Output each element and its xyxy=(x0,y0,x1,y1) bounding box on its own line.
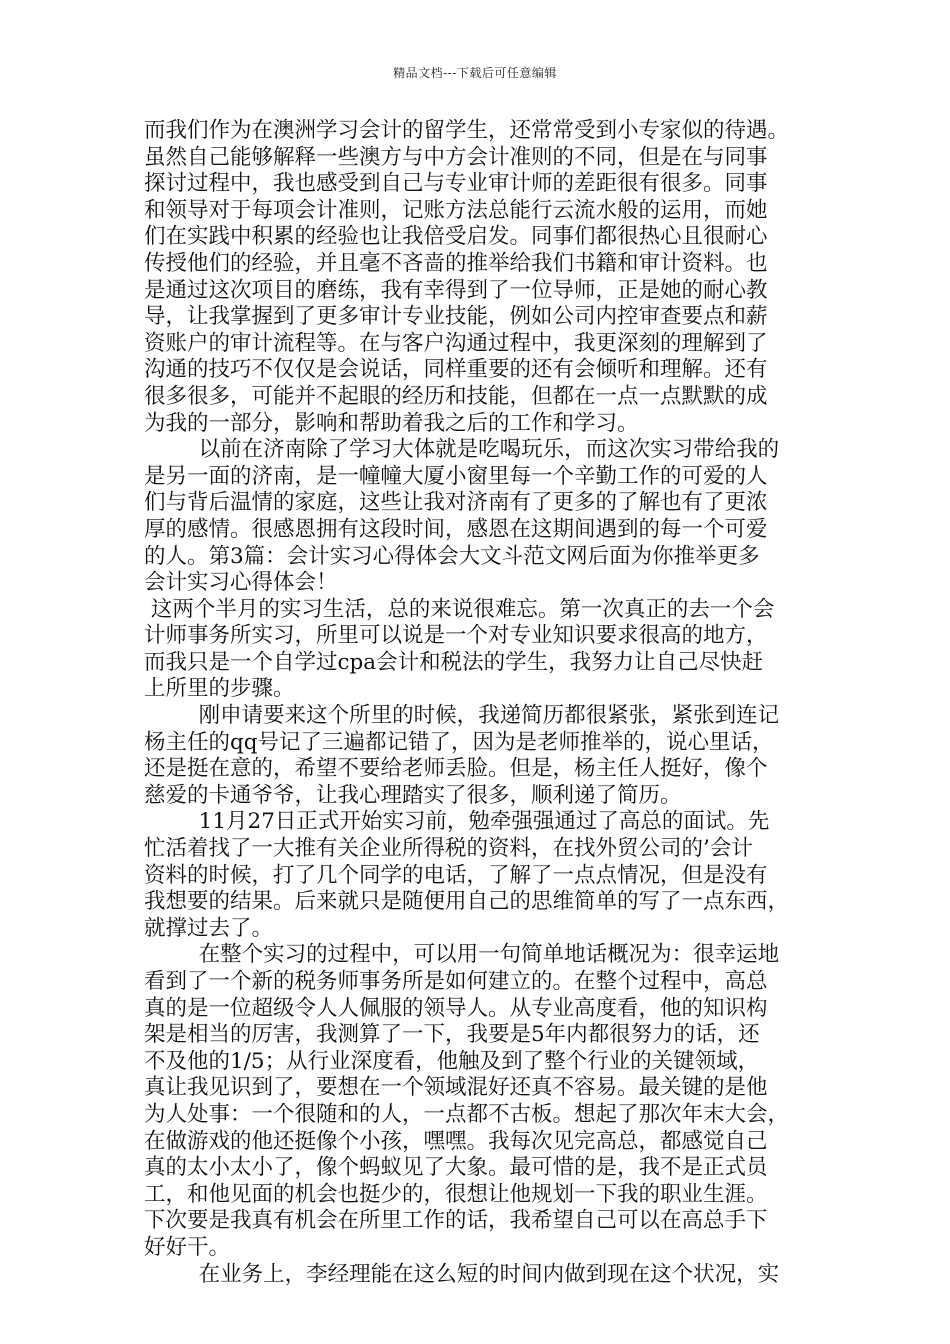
text-line: 真的是一位超级令人人佩服的领导人。从专业高度看，他的知识构 xyxy=(144,995,768,1021)
text-line: 这两个半月的实习生活，总的来说很难忘。第一次真正的去一个会 xyxy=(144,596,775,622)
text-line: 忙活着找了一大推有关企业所得税的资料，在找外贸公司的’会计 xyxy=(144,836,753,862)
text-line: 架是相当的厉害，我测算了一下，我要是5年内都很努力的话，还 xyxy=(144,1022,760,1048)
document-body xyxy=(144,118,826,1288)
text-line: 探讨过程中，我也感受到自己与专业审计师的差距很有很多。同事 xyxy=(144,171,768,197)
text-line: 11月27日正式开始实习前，勉牵强强通过了高总的面试。先 xyxy=(144,809,770,835)
text-line: 传授他们的经验，并且毫不吝啬的推举给我们书籍和审计资料。也 xyxy=(144,250,768,276)
text-line: 导，让我掌握到了更多审计专业技能，例如公司内控审查要点和薪 xyxy=(144,304,768,330)
text-line: 计师事务所实习，所里可以说是一个对专业知识要求很高的地方， xyxy=(144,623,768,649)
text-line: 是通过这次项目的磨练，我有幸得到了一位导师，正是她的耐心教 xyxy=(144,277,768,303)
text-line: 真让我见识到了，要想在一个领域混好还真不容易。最关键的是他 xyxy=(144,1075,768,1101)
text-line: 杨主任的qq号记了三遍都记错了，因为是老师推举的，说心里话， xyxy=(144,729,774,755)
text-line: 好好干。 xyxy=(144,1234,231,1260)
text-line: 很多很多，可能并不起眼的经历和技能，但都在一点一点默默的成 xyxy=(144,383,768,409)
text-line: 和领导对于每项会计准则，记账方法总能行云流水般的运用，而她 xyxy=(144,197,768,223)
text-line: 还是挺在意的，希望不要给老师丢脸。但是，杨主任人挺好，像个 xyxy=(144,756,768,782)
text-line: 以前在济南除了学习大体就是吃喝玩乐，而这次实习带给我的 xyxy=(144,437,780,463)
text-line: 就撑过去了。 xyxy=(144,915,274,941)
text-line: 是另一面的济南，是一幢幢大厦小窗里每一个辛勤工作的可爱的人 xyxy=(144,463,768,489)
text-line: 在业务上，李经理能在这么短的时间内做到现在这个状况，实 xyxy=(144,1261,780,1287)
text-line: 资料的时候，打了几个同学的电话，了解了一点点情况，但是没有 xyxy=(144,862,768,888)
text-line: 而我们作为在澳洲学习会计的留学生，还常常受到小专家似的待遇。 xyxy=(144,118,790,143)
text-line: 虽然自己能够解释一些澳方与中方会计准则的不同，但是在与同事 xyxy=(144,144,768,170)
text-line: 的人。第3篇：会计实习心得体会大文斗范文网后面为你推举更多 xyxy=(144,543,760,569)
text-line: 我想要的结果。后来就只是随便用自己的思维简单的写了一点东西， xyxy=(144,889,790,915)
text-line: 为我的一部分，影响和帮助着我之后的工作和学习。 xyxy=(144,410,639,436)
text-line: 下次要是我真有机会在所里工作的话，我希望自己可以在高总手下 xyxy=(144,1208,768,1234)
text-line: 工，和他见面的机会也挺少的，很想让他规划一下我的职业生涯。 xyxy=(144,1181,768,1207)
document-header: 精品文档---下载后可任意编辑 xyxy=(393,66,557,80)
text-line: 刚申请要来这个所里的时候，我递简历都很紧张，紧张到连记 xyxy=(144,703,780,729)
text-line: 慈爱的卡通爷爷，让我心理踏实了很多，顺利递了简历。 xyxy=(144,782,682,808)
text-line: 们与背后温情的家庭，这些让我对济南有了更多的了解也有了更浓 xyxy=(144,490,768,516)
text-line: 不及他的1/5；从行业深度看，他触及到了整个行业的关键领域， xyxy=(144,1048,760,1074)
text-line: 真的太小太小了，像个蚂蚁见了大象。最可惜的是，我不是正式员 xyxy=(144,1155,768,1181)
text-line: 而我只是一个自学过cpa会计和税法的学生，我努力让自己尽快赶 xyxy=(144,649,764,675)
text-line: 沟通的技巧不仅仅是会说话，同样重要的还有会倾听和理解。还有 xyxy=(144,357,768,383)
text-line: 会计实习心得体会！ xyxy=(144,570,338,596)
text-line: 厚的感情。很感恩拥有这段时间，感恩在这期间遇到的每一个可爱 xyxy=(144,516,768,542)
text-line: 为人处事：一个很随和的人，一点都不古板。想起了那次年末大会， xyxy=(144,1101,790,1127)
text-line: 在整个实习的过程中，可以用一句简单地话概况为：很幸运地 xyxy=(144,942,780,968)
text-line: 资账户的审计流程等。在与客户沟通过程中，我更深刻的理解到了 xyxy=(144,330,768,356)
text-line: 上所里的步骤。 xyxy=(144,676,295,702)
text-line: 在做游戏的他还挺像个小孩，嘿嘿。我每次见完高总，都感觉自己 xyxy=(144,1128,768,1154)
text-line: 看到了一个新的税务师事务所是如何建立的。在整个过程中，高总 xyxy=(144,969,768,994)
text-line: 们在实践中积累的经验也让我倍受启发。同事们都很热心且很耐心 xyxy=(144,224,768,250)
